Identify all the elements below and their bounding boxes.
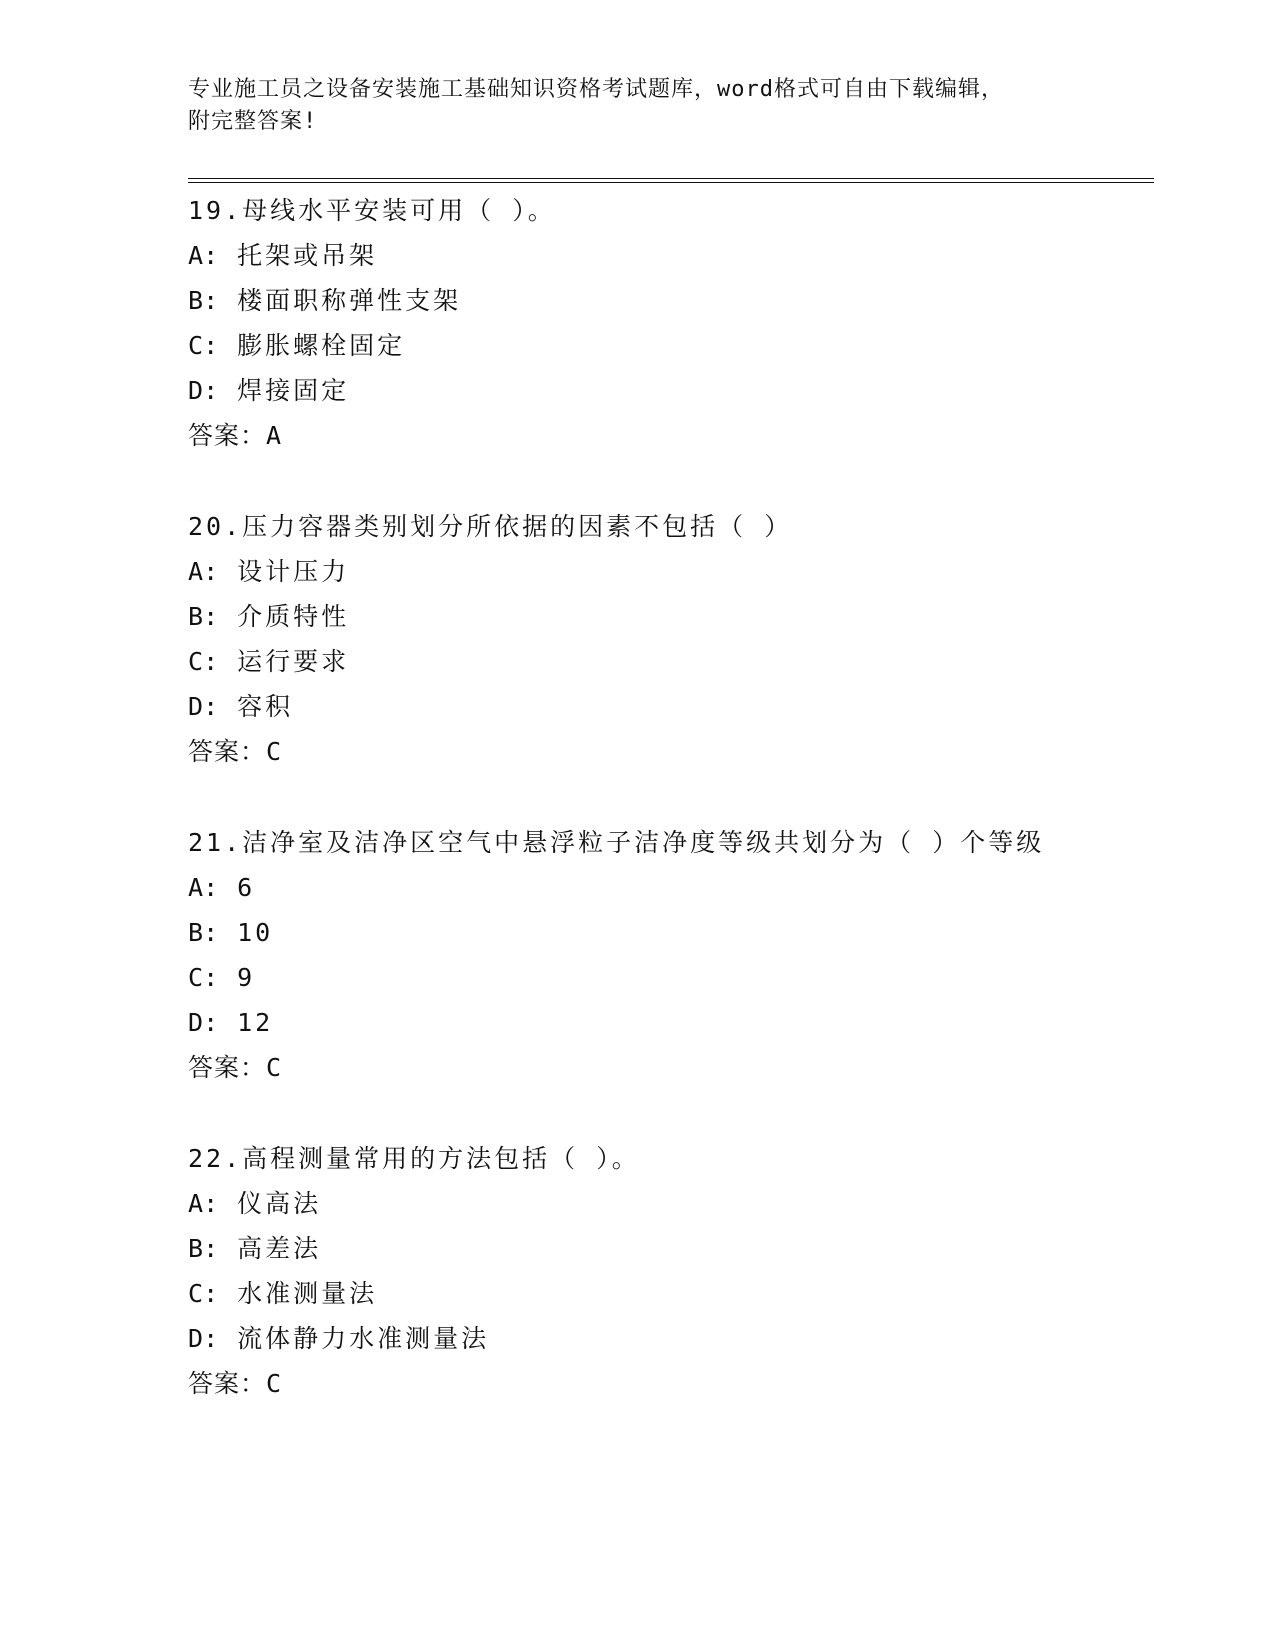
answer-line: 答案：C xyxy=(188,737,283,766)
question-20 xyxy=(188,504,1154,774)
answer-line: 答案：C xyxy=(188,1053,283,1082)
option-c: C: 运行要求 xyxy=(188,647,350,676)
question-list xyxy=(188,188,1154,1452)
option-d: D: 容积 xyxy=(188,692,294,721)
question-stem: 22.高程测量常用的方法包括（ ）。 xyxy=(188,1144,640,1173)
option-d: D: 焊接固定 xyxy=(188,376,350,405)
question-stem: 21.洁净室及洁净区空气中悬浮粒子洁净度等级共划分为（ ）个等级 xyxy=(188,828,1045,857)
answer-value: A xyxy=(266,421,283,450)
question-19 xyxy=(188,188,1154,458)
option-d: D: 12 xyxy=(188,1008,274,1037)
option-b: B: 高差法 xyxy=(188,1234,322,1263)
answer-line: 答案：A xyxy=(188,421,283,450)
header-line-1: 专业施工员之设备安装施工基础知识资格考试题库，word格式可自由下载编辑， xyxy=(188,77,1004,102)
option-a: A: 6 xyxy=(188,873,256,902)
answer-value: C xyxy=(266,1369,283,1398)
option-a: A: 仪高法 xyxy=(188,1189,322,1218)
option-a: A: 托架或吊架 xyxy=(188,241,378,270)
header-divider xyxy=(188,178,1154,183)
answer-line: 答案：C xyxy=(188,1369,283,1398)
question-stem: 20.压力容器类别划分所依据的因素不包括（ ） xyxy=(188,512,793,541)
answer-value: C xyxy=(266,1053,283,1082)
option-d: D: 流体静力水准测量法 xyxy=(188,1324,490,1353)
answer-value: C xyxy=(266,737,283,766)
question-21 xyxy=(188,820,1154,1090)
option-c: C: 膨胀螺栓固定 xyxy=(188,331,406,360)
option-a: A: 设计压力 xyxy=(188,557,350,586)
option-b: B: 10 xyxy=(188,918,274,947)
option-b: B: 楼面职称弹性支架 xyxy=(188,286,462,315)
option-c: C: 9 xyxy=(188,963,256,992)
question-stem: 19.母线水平安装可用（ ）。 xyxy=(188,196,556,225)
header-line-2: 附完整答案! xyxy=(188,109,318,134)
question-22 xyxy=(188,1136,1154,1406)
document-header xyxy=(188,74,1088,138)
option-c: C: 水准测量法 xyxy=(188,1279,378,1308)
option-b: B: 介质特性 xyxy=(188,602,350,631)
